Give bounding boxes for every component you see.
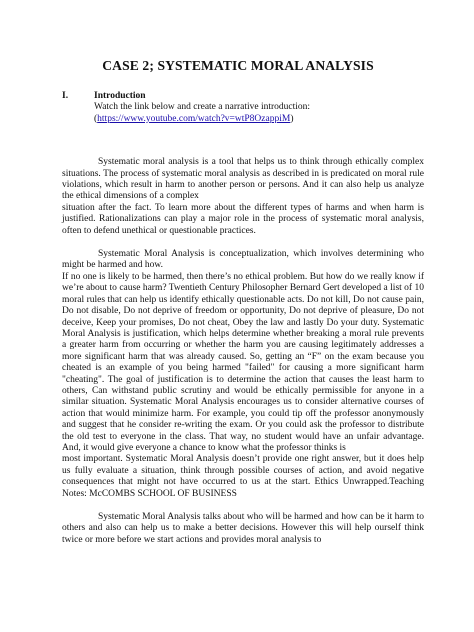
paragraph-2-part-b: If no one is likely to be harmed, then there’s no ethical problem. But how do we really know if we’re about to cause harm? Twentieth Century Philosopher Bernard Gert developed a list of 10 moral rules that can help us identify ethically questionable acts. Do not kill, Do not cause pain, Do not disable, Do not deprive of freedom or opportunity, Do not deprive of pleasure, Do not deceive, Keep your promises, Do not cheat, Obey the law and lastly Do your duty. Systematic Moral Analysis is justification, which helps determine whether breaking a moral rule prevents a greater harm from occurring or whether the harm you are causing legitimately addresses a more significant harm that was already caused. So, getting an “F” on the exam because you cheated is an example of you being harmed "failed" for causing a more significant harm "cheating". The goal of justification is to determine the action that causes the least harm to others, Can withstand public scrutiny and would be ethically permissible for anyone in a similar situation. Systematic Moral Analysis encourages us to consider alternative courses of action that would minimize harm. For example, you could tip off the professor anonymously and suggest that he consider re-writing the exam. Or you could ask the professor to distribute the old test to everyone in the class. That way, no student would have an unfair advantage. And, it would give everyone a chance to know what the professor thinks is: [62, 271, 424, 453]
paragraph-3: Systematic Moral Analysis talks about who will be harmed and how can be it harm to others and also can help us to make a better decisions. However this will help ourself think twice or more before we start actions and provides moral analysis to: [62, 512, 424, 545]
paragraph-2-part-c: most important. Systematic Moral Analysis doesn’t provide one right answer, but it does help us fully evaluate a situation, think through possible courses of action, and avoid negative consequences that might not have occurred to us at the start. Ethics Unwrapped.Teaching Notes: McCOMBS SCHOOL OF BUSINESS: [62, 454, 424, 499]
video-link[interactable]: https://www.youtube.com/watch?v=wtP8OzappiM: [97, 113, 291, 124]
section-number: I.: [62, 91, 69, 101]
paragraph-1: [62, 157, 424, 237]
paragraph-2-part-a: Systematic Moral Analysis is conceptualization, which involves determining who might be harmed and how.: [62, 249, 424, 271]
link-open-paren: (: [94, 113, 98, 124]
video-link-line: [94, 114, 424, 125]
paragraph-2: [62, 249, 424, 500]
section-instruction: Watch the link below and create a narrative introduction:: [94, 102, 311, 113]
paragraph-1-part-a: Systematic moral analysis is a tool that helps us to think through ethically complex situations. The process of systematic moral analysis as described in is predicated on moral rule violations, which result in harm to another person or persons. And it can also help us analyze the ethical dimensions of a complex: [62, 157, 424, 202]
link-close-paren: ): [290, 113, 294, 124]
paragraph-1-part-b: situation after the fact. To learn more about the different types of harms and when harm is justified. Rationalizations can play a major role in the process of systematic moral analysis, often to defend unethical or questionable practices.: [62, 202, 424, 236]
section-introduction: [62, 91, 424, 125]
section-body: [94, 91, 424, 125]
document-title: CASE 2; SYSTEMATIC MORAL ANALYSIS: [102, 58, 374, 73]
section-heading: Introduction: [94, 91, 146, 101]
